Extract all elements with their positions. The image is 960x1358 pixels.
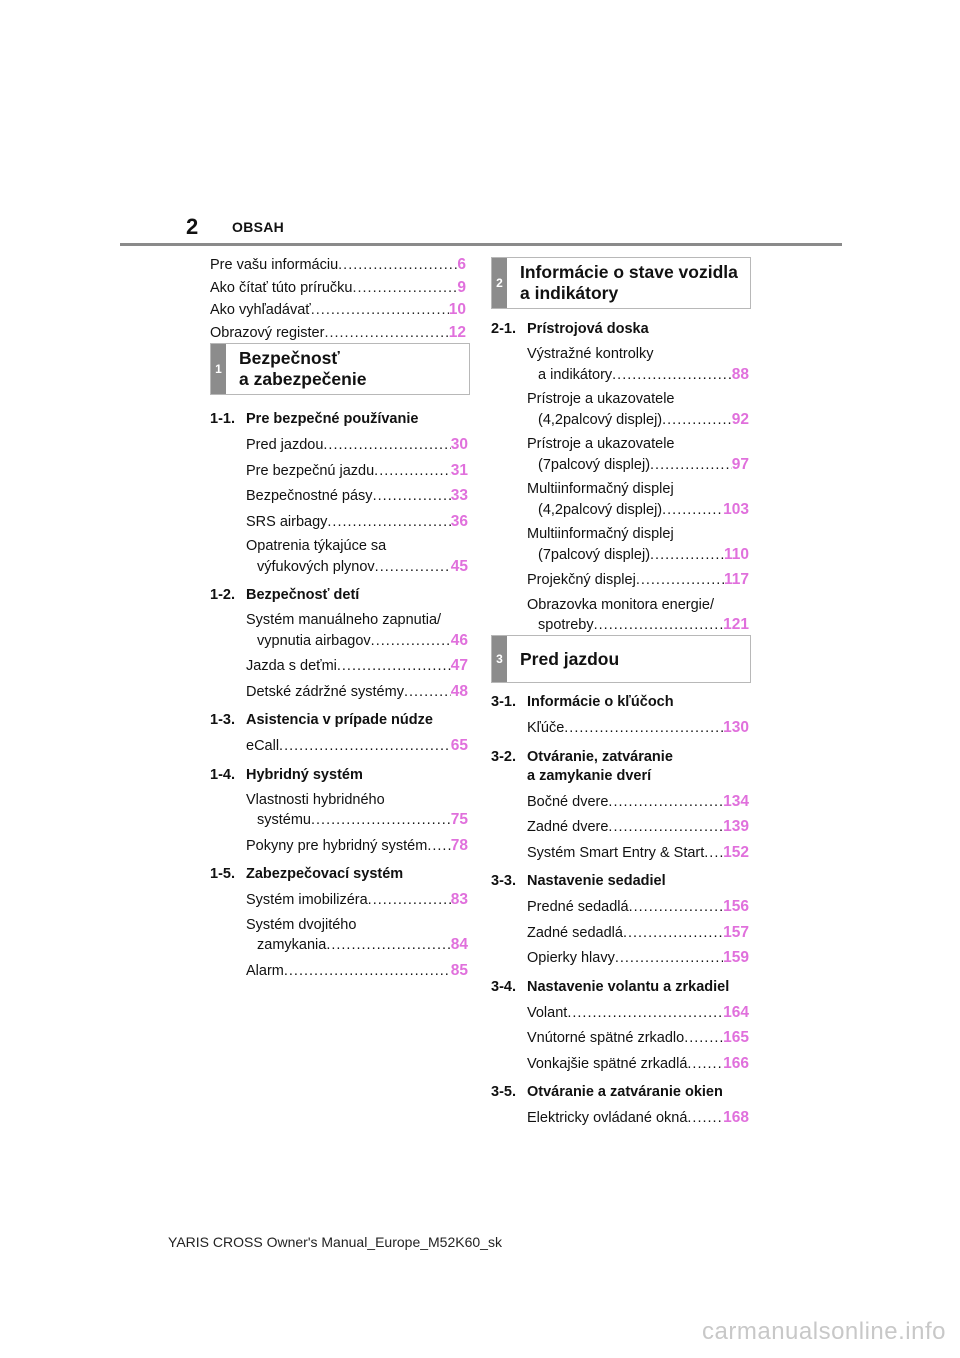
toc-page-number[interactable]: 48 [450,682,468,700]
toc-entry[interactable] [491,1003,749,1024]
toc-entry-title: Ako vyhľadávať [210,302,311,318]
dot-leader [608,793,723,813]
dot-leader [629,898,724,918]
toc-page-number[interactable]: 75 [450,811,468,828]
toc-entry-title: Kľúče [527,720,565,736]
toc-entry-title: Systém imobilizéra [246,892,368,908]
toc-page-number[interactable]: 152 [723,843,749,861]
chapter-number: 3-5. [491,1084,516,1100]
toc-entry[interactable] [491,596,749,636]
dot-leader [374,462,451,482]
section-tab-2: 2 [492,258,507,308]
toc-entry-title: Obrazový register [210,324,325,341]
toc-entry-line [527,1028,749,1049]
toc-page-number[interactable]: 92 [731,410,749,428]
chapter-spacer [210,986,468,990]
toc-page-number[interactable]: 166 [723,1054,749,1072]
chapter-number: 1-3. [210,712,235,728]
dot-leader [615,949,723,969]
header-divider [120,243,842,246]
chapter-title: Hybridný systém [246,766,363,783]
toc-entry-line [527,792,749,813]
dot-leader [371,632,451,652]
toc-entry-title: a indikátory [538,366,613,383]
dot-leader [564,719,723,739]
toc-page-number[interactable]: 83 [450,891,468,908]
toc-entry[interactable] [210,254,466,277]
toc-entry-line [527,817,749,838]
toc-page-number[interactable]: 30 [450,436,468,453]
chapter-title: Zabezpečovací systém [246,866,404,882]
chapter-spacer [491,1134,749,1138]
chapter-heading[interactable] [491,748,749,786]
chapter-heading[interactable] [491,320,749,339]
section-1-entries [210,410,468,990]
chapter-number: 1-1. [210,411,235,427]
chapter-heading[interactable] [491,872,749,891]
chapter-number: 1-4. [210,766,235,783]
page-title: OBSAH [232,219,285,235]
toc-page-number[interactable]: 31 [450,461,468,479]
toc-entry-title: Prístroje a ukazovatele [527,436,675,452]
chapter-title: Prístrojová doska [527,321,649,337]
chapter-title: Asistencia v prípade núdze [246,712,433,728]
toc-entry-title: Detské zádržné systémy [246,683,404,700]
dot-leader [594,616,724,636]
toc-entry[interactable] [491,435,749,475]
chapter-heading[interactable] [210,410,468,429]
chapter-title: Nastavenie volantu a zrkadiel [527,978,730,995]
toc-entry-title: Projekčný displej [527,572,636,588]
dot-leader [279,737,451,757]
toc-page-number[interactable]: 9 [457,278,466,296]
toc-entry-title: eCall [246,738,280,754]
chapter-title: Otváranie, zatváranie a zamykanie dverí [527,748,673,784]
chapter-heading[interactable] [210,711,468,730]
toc-entry[interactable] [491,948,749,969]
toc-entry[interactable] [491,1108,749,1129]
section-tab-1: 1 [211,344,226,394]
toc-entry[interactable] [210,736,468,757]
toc-entry[interactable] [210,537,468,577]
toc-entry-line [527,923,749,944]
chapter-title: Pre bezpečné používanie [246,411,419,427]
toc-entry-title: Bočné dvere [527,793,609,810]
toc-entry-title: Výstražné kontrolky [527,346,654,362]
dot-leader [323,436,450,456]
toc-entry-line [527,1003,749,1024]
toc-entry-title: Ako čítať túto príručku [210,279,353,296]
toc-entry-title: Zadné sedadlá [527,924,623,941]
toc-page-number[interactable]: 130 [723,719,749,736]
toc-entry-title: Elektricky ovládané okná [527,1110,688,1126]
toc-entry[interactable] [491,525,749,565]
toc-entry-line [246,935,468,956]
toc-entry-line [246,836,468,857]
toc-entry[interactable] [210,682,468,703]
toc-entry-line [527,1054,749,1075]
footer-text: YARIS CROSS Owner's Manual_Europe_M52K60_sk [168,1234,502,1250]
toc-page-number[interactable]: 121 [723,616,749,633]
toc-entry-line [246,631,468,652]
toc-page-number[interactable]: 33 [450,487,468,504]
toc-entry-line [527,410,749,431]
toc-entry-title: Opierky hlavy [527,950,615,966]
toc-entry-title: Systém manuálneho zapnutia/ [246,612,442,628]
toc-entry-line [527,455,749,476]
toc-entry-line [246,486,468,507]
chapter-number: 3-4. [491,978,516,995]
toc-entry[interactable] [210,486,468,507]
section-header-1 [210,343,470,395]
toc-entry-title: Predné sedadlá [527,899,629,915]
toc-page-number[interactable]: 103 [723,500,749,518]
toc-entry[interactable] [210,836,468,857]
toc-entry-title: (7palcový displej) [538,546,651,563]
chapter-heading[interactable] [491,693,749,712]
toc-entry[interactable] [210,656,468,677]
toc-entry-title: Pre vašu informáciu [210,257,339,273]
section-header-2 [491,257,751,309]
chapter-heading[interactable] [210,865,468,884]
toc-entry-title: Pre bezpečnú jazdu [246,462,375,479]
toc-entry[interactable] [210,322,466,345]
toc-page-number[interactable]: 47 [450,657,468,674]
toc-entry[interactable] [491,897,749,918]
section-title-1: Bezpečnosť a zabezpečenie [239,348,367,389]
dot-leader [687,1109,723,1129]
toc-entry-title: zamykania [257,937,327,953]
toc-entry[interactable] [491,718,749,739]
chapter-heading[interactable] [210,586,468,605]
toc-entry-title: Vlastnosti hybridného [246,791,385,808]
toc-page-number[interactable]: 110 [723,545,749,563]
toc-entry[interactable] [491,792,749,813]
toc-entry-title: systému [257,812,311,828]
toc-page-number[interactable]: 165 [723,1029,749,1046]
dot-leader [662,411,732,431]
toc-entry[interactable] [491,923,749,944]
dot-leader [662,501,723,521]
chapter-number: 1-5. [210,866,235,882]
dot-leader [284,962,451,982]
section-2-entries [491,320,749,645]
toc-entry-title: Vonkajšie spätné zrkadlá [527,1055,688,1072]
section-title-3: Pred jazdou [520,648,620,669]
toc-entry-line [246,461,468,482]
toc-entry-title: (4,2palcový displej) [538,501,663,518]
dot-leader [684,1029,723,1049]
toc-entry-title: Bezpečnostné pásy [246,488,373,504]
dot-leader [352,277,457,300]
chapter-heading[interactable] [491,1083,749,1102]
dot-leader [311,299,449,322]
toc-entry-title: (7palcový displej) [538,456,651,473]
toc-entry-title: Jazda s deťmi [246,658,337,674]
toc-entry[interactable] [210,611,468,651]
chapter-title: Informácie o kľúčoch [527,694,674,710]
intro-list [210,254,466,344]
toc-entry-line [246,890,468,911]
toc-entry[interactable] [491,570,749,591]
toc-entry-line [527,718,749,739]
toc-entry[interactable] [210,512,468,533]
toc-page-number[interactable]: 65 [450,737,468,754]
toc-entry[interactable] [210,961,468,982]
toc-entry[interactable] [491,345,749,385]
dot-leader [612,366,732,386]
toc-entry-title: SRS airbagy [246,513,328,530]
toc-page-number[interactable]: 85 [450,961,468,979]
chapter-title: Otváranie a zatváranie okien [527,1084,723,1100]
toc-page-number[interactable]: 159 [723,949,749,966]
dot-leader [373,487,451,507]
toc-entry[interactable] [210,461,468,482]
toc-entry-title: (4,2palcový displej) [538,411,663,428]
toc-entry-line [527,1108,749,1129]
toc-entry[interactable] [210,299,466,322]
dot-leader [636,571,724,591]
toc-entry-line [527,897,749,918]
dot-leader [704,844,723,864]
toc-page-number[interactable]: 168 [723,1109,749,1126]
toc-entry[interactable] [491,817,749,838]
toc-page-number[interactable]: 84 [450,936,468,953]
toc-page-number[interactable]: 156 [723,898,749,915]
dot-leader [650,546,724,566]
toc-entry-line [246,512,468,533]
toc-entry-line [527,570,749,591]
page-number: 2 [186,214,199,239]
dot-leader [427,837,450,857]
toc-page-number[interactable]: 134 [723,792,749,810]
toc-entry[interactable] [210,435,468,456]
toc-entry[interactable] [491,1054,749,1075]
toc-entry-title: Pokyny pre hybridný systém [246,837,428,854]
dot-leader [368,891,451,911]
toc-entry-title: vypnutia airbagov [257,632,371,649]
toc-entry-line [527,615,749,636]
section-tab-3: 3 [492,636,507,682]
dot-leader [326,936,450,956]
toc-page-number[interactable]: 78 [450,836,468,854]
toc-entry-line [246,557,468,578]
toc-entry-line [527,948,749,969]
toc-entry[interactable] [210,791,468,831]
dot-leader [404,683,451,703]
dot-leader [337,657,451,677]
toc-entry-title: Zadné dvere [527,819,609,835]
dot-leader [324,322,448,345]
toc-entry-title: Volant [527,1004,568,1021]
toc-page-number[interactable]: 46 [450,631,468,649]
toc-entry-line [246,736,468,757]
toc-entry-line [527,843,749,864]
section-3-entries [491,693,749,1138]
toc-page-number[interactable]: 36 [450,512,468,530]
toc-entry[interactable] [491,390,749,430]
chapter-heading[interactable] [491,978,749,997]
toc-entry[interactable] [210,277,466,300]
toc-entry-line [246,961,468,982]
toc-entry-line [527,365,749,386]
toc-entry-line [527,545,749,566]
chapter-title: Bezpečnosť detí [246,587,360,603]
toc-entry-title: Obrazovka monitora energie/ [527,596,714,613]
chapter-number: 3-1. [491,694,516,710]
chapter-heading[interactable] [210,766,468,785]
toc-entry-title: Systém dvojitého [246,916,357,933]
toc-page-number[interactable]: 139 [723,818,749,835]
toc-entry[interactable] [491,843,749,864]
dot-leader [567,1004,723,1024]
chapter-number: 2-1. [491,321,516,337]
toc-entry-line [246,810,468,831]
toc-entry-title: Opatrenia týkajúce sa [246,538,387,554]
section-header-3 [491,635,751,683]
toc-entry-title: Vnútorné spätné zrkadlo [527,1030,685,1046]
toc-page-number[interactable]: 97 [731,455,749,473]
toc-entry-line [246,656,468,677]
toc-entry[interactable] [210,916,468,956]
dot-leader [650,456,732,476]
toc-page-number[interactable]: 12 [448,323,466,341]
dot-leader [327,513,450,533]
toc-entry-title: Multiinformačný displej [527,481,674,497]
toc-page-number[interactable]: 6 [457,256,466,273]
toc-entry[interactable] [491,1028,749,1049]
toc-entry-line [246,435,468,456]
toc-page-number[interactable]: 45 [450,557,468,575]
toc-entry-title: Pred jazdou [246,437,324,453]
section-title-2: Informácie o stave vozidla a indikátory [520,262,738,303]
chapter-title: Nastavenie sedadiel [527,873,666,889]
dot-leader [608,818,723,838]
dot-leader [338,254,457,277]
dot-leader [311,811,451,831]
toc-entry-line [246,682,468,703]
dot-leader [375,558,451,578]
toc-entry-line [527,500,749,521]
toc-page-number[interactable]: 10 [448,301,466,318]
toc-page-number[interactable]: 117 [723,571,749,588]
chapter-number: 1-2. [210,587,235,603]
toc-entry-title: Systém Smart Entry & Start [527,844,705,861]
toc-entry-title: výfukových plynov [257,558,375,575]
dot-leader [687,1055,723,1075]
toc-entry-title: spotreby [538,617,594,633]
toc-entry-title: Alarm [246,962,284,979]
toc-entry[interactable] [491,480,749,520]
toc-page-number[interactable]: 157 [723,923,749,941]
toc-page-number[interactable]: 164 [723,1003,749,1021]
toc-entry[interactable] [210,890,468,911]
dot-leader [623,924,723,944]
toc-page-number[interactable]: 88 [731,365,749,383]
toc-entry-title: Multiinformačný displej [527,526,674,542]
chapter-number: 3-3. [491,873,516,889]
watermark: carmanualsonline.info [702,1318,946,1345]
chapter-number: 3-2. [491,748,516,765]
toc-entry-title: Prístroje a ukazovatele [527,391,675,407]
footer [0,1234,960,1250]
